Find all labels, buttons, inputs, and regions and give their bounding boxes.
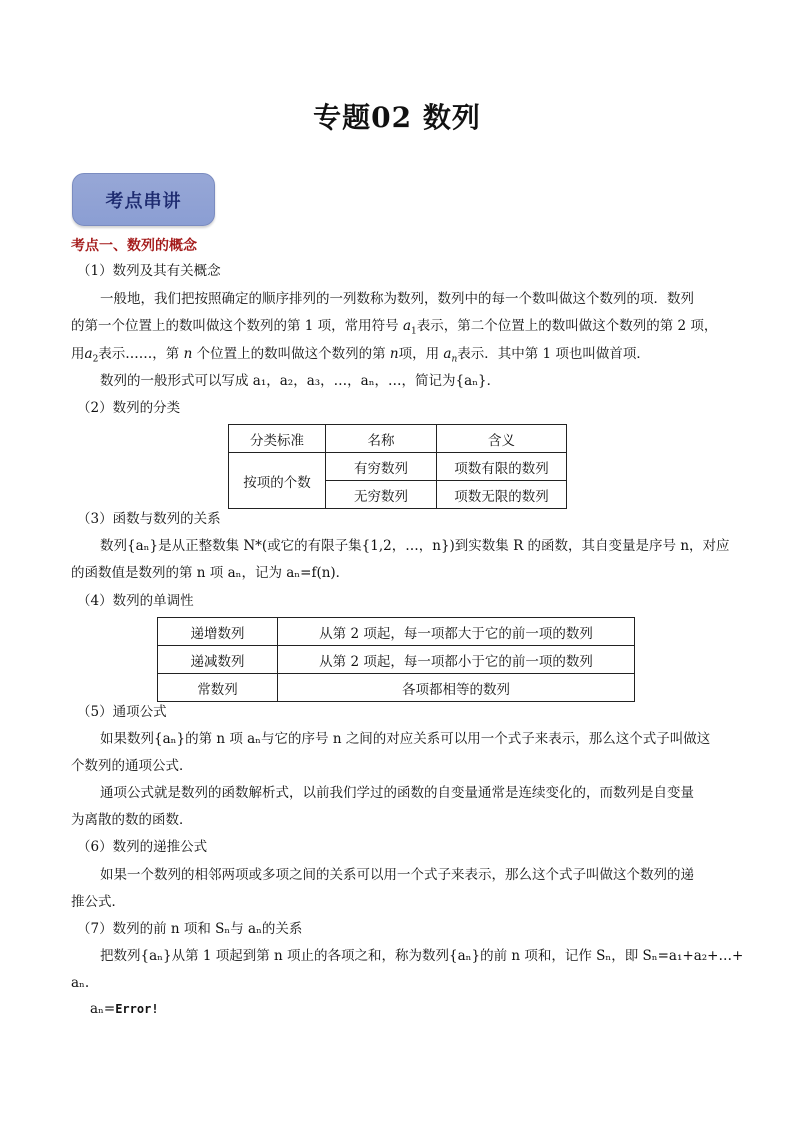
section-badge: 考点串讲	[72, 173, 215, 226]
paragraph-line: 个数列的通项公式．	[71, 758, 193, 774]
subsection-heading-3: （3）函数与数列的关系	[77, 511, 221, 527]
table-cell: 递减数列	[158, 646, 278, 674]
paragraph-line: 如果数列{aₙ}的第 n 项 aₙ与它的序号 n 之间的对应关系可以用一个式子来表示，那么这个式子叫做这	[100, 731, 711, 747]
table-cell: 无穷数列	[326, 481, 437, 509]
paragraph-line: 为离散的数的函数．	[71, 812, 193, 828]
paragraph-line: 数列的一般形式可以写成 a₁，a₂，a₃，…，aₙ，…，简记为{aₙ}．	[100, 373, 501, 389]
section-heading: 考点一、数列的概念	[71, 238, 197, 254]
paragraph-line: 数列{aₙ}是从正整数集 N*(或它的有限子集{1,2，…，n})到实数集 R 的函数，其自变量是序号 n，对应	[100, 538, 730, 554]
paragraph-line: 的第一个位置上的数叫做这个数列的第 1 项，常用符号 $a_1$表示，第二个位置上的数叫做这个数列的第 2 项，	[71, 318, 718, 337]
table-header-cell: 分类标准	[229, 425, 326, 453]
table-cell: 递增数列	[158, 618, 278, 646]
table-cell: 从第 2 项起，每一项都小于它的前一项的数列	[278, 646, 635, 674]
table-header-cell: 名称	[326, 425, 437, 453]
paragraph-line: aₙ.	[71, 975, 90, 991]
subsection-heading-2: （2）数列的分类	[77, 400, 181, 416]
table-cell: 有穷数列	[326, 453, 437, 481]
paragraph-line: 一般地，我们把按照确定的顺序排列的一列数称为数列，数列中的每一个数叫做这个数列的项．数列	[100, 291, 694, 307]
paragraph-line: 通项公式就是数列的函数解析式，以前我们学过的函数的自变量通常是连续变化的，而数列是自变量	[100, 785, 694, 801]
table-cell: 各项都相等的数列	[278, 674, 635, 702]
paragraph-line: 推公式．	[71, 894, 125, 910]
table-cell: 按项的个数	[229, 453, 326, 509]
table-cell: 项数有限的数列	[437, 453, 567, 481]
subsection-heading-5: （5）通项公式	[77, 704, 167, 720]
subsection-heading-4: （4）数列的单调性	[77, 593, 194, 609]
table-cell: 从第 2 项起，每一项都大于它的前一项的数列	[278, 618, 635, 646]
table-header-cell: 含义	[437, 425, 567, 453]
table-cell: 项数无限的数列	[437, 481, 567, 509]
page-title: 专题02 数列	[313, 101, 481, 134]
monotonicity-table	[157, 617, 635, 702]
subsection-heading-1: （1）数列及其有关概念	[77, 263, 221, 279]
error-field: Error!	[115, 1002, 159, 1016]
paragraph-line: 用$a_2$表示……，第 n 个位置上的数叫做这个数列的第 n项，用 $a_n$表示．其中第 1 项也叫做首项．	[71, 346, 650, 365]
paragraph-line: 把数列{aₙ}从第 1 项起到第 n 项止的各项之和，称为数列{aₙ}的前 n 项和，记作 Sₙ，即 Sₙ=a₁+a₂+…+	[100, 948, 744, 964]
formula-line: aₙ=Error!	[90, 1001, 159, 1017]
subsection-heading-7: （7）数列的前 n 项和 Sₙ与 aₙ的关系	[77, 921, 303, 937]
table-cell: 常数列	[158, 674, 278, 702]
paragraph-line: 的函数值是数列的第 n 项 aₙ，记为 aₙ=f(n)．	[71, 565, 350, 581]
paragraph-line: 如果一个数列的相邻两项或多项之间的关系可以用一个式子来表示，那么这个式子叫做这个数列的递	[100, 867, 694, 883]
subsection-heading-6: （6）数列的递推公式	[77, 839, 208, 855]
classification-table	[228, 424, 567, 509]
